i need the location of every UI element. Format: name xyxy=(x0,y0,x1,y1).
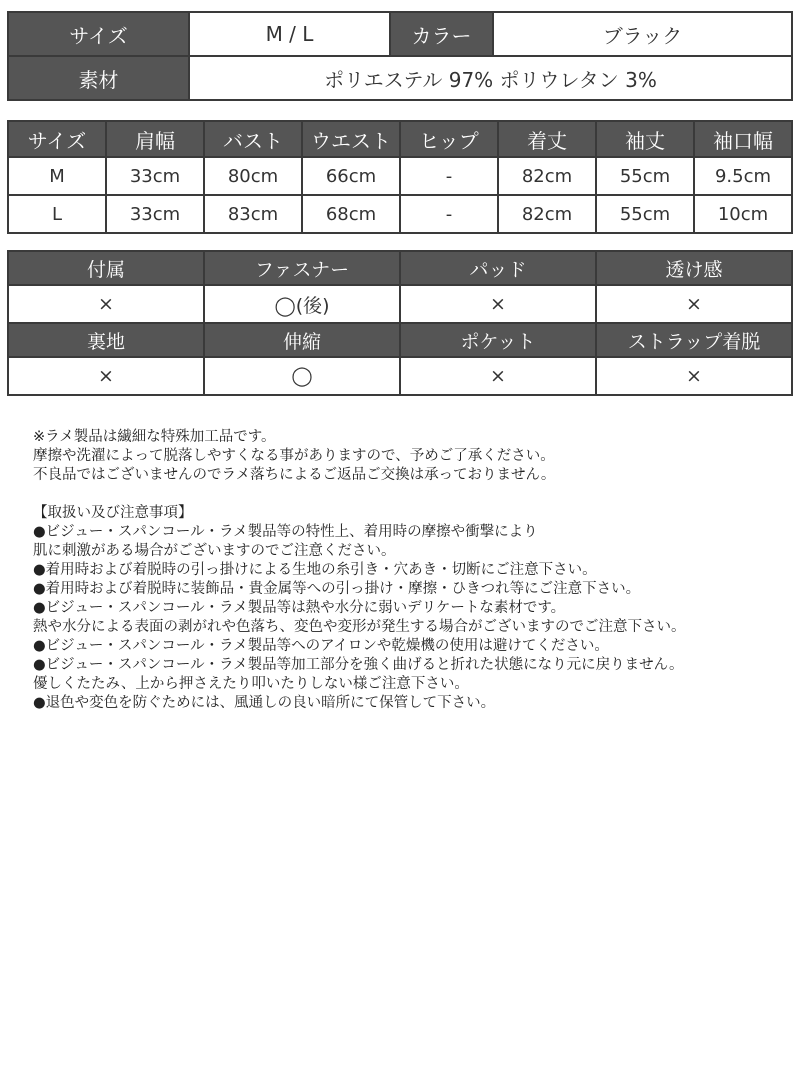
size-header-waist: ウエスト xyxy=(302,121,400,157)
material-label: 素材 xyxy=(8,56,189,100)
size-label: サイズ xyxy=(8,12,189,56)
note-line: ※ラメ製品は繊細な特殊加工品です。 xyxy=(33,429,276,445)
feature-value-lining: × xyxy=(8,357,204,395)
note-line: 優しくたたみ、上から押さえたり叩いたりしない様ご注意下さい。 xyxy=(33,676,469,692)
note-line: ●ビジュー・スパンコール・ラメ製品等は熱や水分に弱いデリケートな素材です。 xyxy=(33,600,566,616)
feature-header-pocket: ポケット xyxy=(400,323,596,357)
feature-value-pad: × xyxy=(400,285,596,323)
note-line: 不良品ではございませんのでラメ落ちによるご返品ご交換は承っておりません。 xyxy=(33,467,556,483)
spec-row-size-color xyxy=(8,12,792,56)
size-header-sleeve: 袖丈 xyxy=(596,121,694,157)
feature-header-row xyxy=(8,323,792,357)
table-cell: 55cm xyxy=(596,195,694,233)
feature-header-lining: 裏地 xyxy=(8,323,204,357)
feature-header-row xyxy=(8,251,792,285)
table-cell: M xyxy=(8,157,106,195)
spec-row-material xyxy=(8,56,792,100)
note-line: ●ビジュー・スパンコール・ラメ製品等へのアイロンや乾燥機の使用は避けてください。 xyxy=(33,638,609,654)
table-cell: L xyxy=(8,195,106,233)
feature-value-row xyxy=(8,285,792,323)
table-row xyxy=(8,195,792,233)
table-cell: 80cm xyxy=(204,157,302,195)
table-cell: 82cm xyxy=(498,195,596,233)
table-cell: 82cm xyxy=(498,157,596,195)
size-table xyxy=(7,120,793,234)
feature-value-row xyxy=(8,357,792,395)
notes-heading: 【取扱い及び注意事項】 xyxy=(33,505,193,521)
table-cell: 83cm xyxy=(204,195,302,233)
feature-value-stretch: ◯ xyxy=(204,357,400,395)
note-line: ●ビジュー・スパンコール・ラメ製品等加工部分を強く曲げると折れた状態になり元に戻りません。 xyxy=(33,657,684,673)
size-header-size: サイズ xyxy=(8,121,106,157)
feature-header-accessories: 付属 xyxy=(8,251,204,285)
size-header-cuff: 袖口幅 xyxy=(694,121,792,157)
feature-value-zipper: ◯(後) xyxy=(204,285,400,323)
color-value: ブラック xyxy=(493,12,792,56)
care-notes xyxy=(33,428,783,713)
table-cell: 68cm xyxy=(302,195,400,233)
feature-header-strap: ストラップ着脱 xyxy=(596,323,792,357)
note-line: 熱や水分による表面の剥がれや色落ち、変色や変形が発生する場合がございますのでご注意下さい。 xyxy=(33,619,686,635)
note-line: ●着用時および着脱時の引っ掛けによる生地の糸引き・穴あき・切断にご注意下さい。 xyxy=(33,562,597,578)
note-line: ●ビジュー・スパンコール・ラメ製品等の特性上、着用時の摩擦や衝撃により xyxy=(33,524,538,540)
table-cell: 55cm xyxy=(596,157,694,195)
size-header-shoulder: 肩幅 xyxy=(106,121,204,157)
feature-value-sheerness: × xyxy=(596,285,792,323)
table-cell: 9.5cm xyxy=(694,157,792,195)
feature-header-sheerness: 透け感 xyxy=(596,251,792,285)
feature-header-stretch: 伸縮 xyxy=(204,323,400,357)
table-cell: 66cm xyxy=(302,157,400,195)
feature-table xyxy=(7,250,793,396)
table-cell: - xyxy=(400,195,498,233)
note-line: ●着用時および着脱時に装飾品・貴金属等への引っ掛け・摩擦・ひきつれ等にご注意下さい。 xyxy=(33,581,641,597)
spec-table xyxy=(7,11,793,101)
table-cell: 10cm xyxy=(694,195,792,233)
table-row xyxy=(8,157,792,195)
color-label: カラー xyxy=(390,12,493,56)
table-cell: - xyxy=(400,157,498,195)
feature-header-zipper: ファスナー xyxy=(204,251,400,285)
material-value: ポリエステル 97% ポリウレタン 3% xyxy=(189,56,792,100)
size-value: M / L xyxy=(189,12,390,56)
note-line: ●退色や変色を防ぐためには、風通しの良い暗所にて保管して下さい。 xyxy=(33,695,496,711)
note-spacer xyxy=(33,485,783,504)
note-line: 摩擦や洗濯によって脱落しやすくなる事がありますので、予めご了承ください。 xyxy=(33,448,555,464)
feature-value-strap: × xyxy=(596,357,792,395)
feature-value-accessories: × xyxy=(8,285,204,323)
size-header-length: 着丈 xyxy=(498,121,596,157)
note-line: 肌に刺激がある場合がございますのでご注意ください。 xyxy=(33,543,396,559)
table-cell: 33cm xyxy=(106,195,204,233)
feature-value-pocket: × xyxy=(400,357,596,395)
feature-header-pad: パッド xyxy=(400,251,596,285)
table-cell: 33cm xyxy=(106,157,204,195)
size-header-bust: バスト xyxy=(204,121,302,157)
size-table-header xyxy=(8,121,792,157)
size-header-hip: ヒップ xyxy=(400,121,498,157)
